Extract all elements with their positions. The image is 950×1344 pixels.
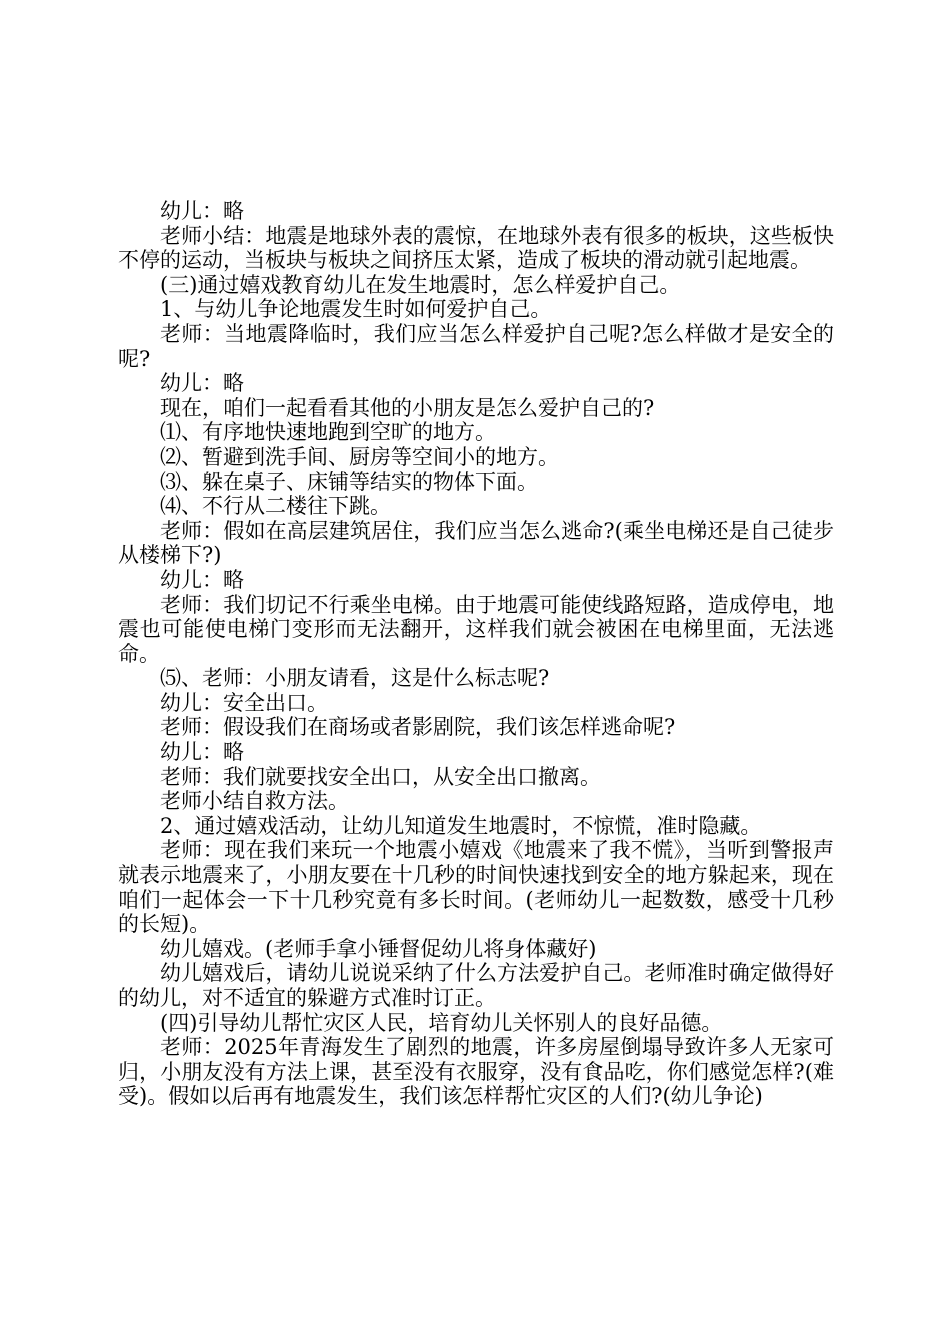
list-item-small-space: ⑵、暂避到洗手间、厨房等空间小的地方。 (160, 444, 559, 469)
paragraph-look-together: 现在，咱们一起看看其他的小朋友是怎么爱护自己的? (160, 395, 655, 420)
list-item-safety-sign: ⑸、老师：小朋友请看，这是什么标志呢? (160, 666, 550, 691)
paragraph-teacher-find-exit: 老师：我们就要找安全出口，从安全出口撤离。 (160, 764, 601, 789)
document-body (118, 199, 834, 1109)
paragraph-child-reply: 幼儿：略 (160, 199, 244, 223)
paragraph-section-three-heading: (三)通过嬉戏教育幼儿在发生地震时，怎么样爱护自己。 (160, 272, 681, 297)
list-item-no-jumping: ⑷、不行从二楼往下跳。 (160, 494, 391, 519)
paragraph-step-two: 2、通过嬉戏活动，让幼儿知道发生地震时，不惊慌，准时隐藏。 (160, 813, 762, 838)
paragraph-teacher-game-intro: 老师：现在我们来玩一个地震小嬉戏《地震来了我不慌》，当听到警报声就表示地震来了，小朋友要在十几秒的时间快速找到安全的地方躲起来，现在咱们一起体会一下十几秒究竟有多长时间。(老师幼儿一起数数，感受十几秒的长短)。 (118, 838, 834, 937)
paragraph-teacher-high-rise: 老师：假如在高层建筑居住，我们应当怎么逃命?(乘坐电梯还是自己徒步从楼梯下?) (118, 518, 834, 568)
paragraph-section-four-heading: (四)引导幼儿帮忙灾区人民，培育幼儿关怀别人的良好品德。 (160, 1010, 723, 1035)
paragraph-teacher-qinghai: 老师：2025年青海发生了剧烈的地震，许多房屋倒塌导致许多人无家可归，小朋友没有方法上课，甚至没有衣服穿，没有食品吃，你们感觉怎样?(难受)。假如以后再有地震发生，我们该怎样帮忙灾区的人们?(幼儿争论) (118, 1035, 834, 1109)
paragraph-teacher-question: 老师：当地震降临时，我们应当怎么样爱护自己呢?怎么样做才是安全的呢? (118, 321, 834, 371)
paragraph-step-one: 1、与幼儿争论地震发生时如何爱护自己。 (160, 297, 552, 322)
paragraph-children-play: 幼儿嬉戏。(老师手拿小锤督促幼儿将身体藏好) (160, 936, 597, 961)
list-item-under-table: ⑶、躲在桌子、床铺等结实的物体下面。 (160, 469, 538, 494)
paragraph-child-safe-exit: 幼儿：安全出口。 (160, 690, 328, 715)
paragraph-teacher-mall-question: 老师：假设我们在商场或者影剧院，我们该怎样逃命呢? (160, 715, 676, 740)
paragraph-after-game: 幼儿嬉戏后，请幼儿说说采纳了什么方法爱护自己。老师准时确定做得好的幼儿，对不适宜的躲避方式准时订正。 (118, 961, 834, 1010)
list-item-run-open-area: ⑴、有序地快速地跑到空旷的地方。 (160, 420, 496, 445)
paragraph-child-reply: 幼儿：略 (160, 371, 244, 396)
paragraph-child-reply: 幼儿：略 (160, 740, 244, 765)
paragraph-child-reply: 幼儿：略 (160, 567, 244, 592)
paragraph-teacher-summary-earthquake: 老师小结：地震是地球外表的震惊，在地球外表有很多的板块，这些板快不停的运动，当板块与板块之间挤压太紧，造成了板块的滑动就引起地震。 (118, 223, 834, 273)
paragraph-teacher-self-rescue: 老师小结自救方法。 (160, 789, 349, 814)
paragraph-teacher-no-elevator: 老师：我们切记不行乘坐电梯。由于地震可能使线路短路，造成停电，地震也可能使电梯门变形而无法翻开，这样我们就会被困在电梯里面，无法逃命。 (118, 592, 834, 666)
